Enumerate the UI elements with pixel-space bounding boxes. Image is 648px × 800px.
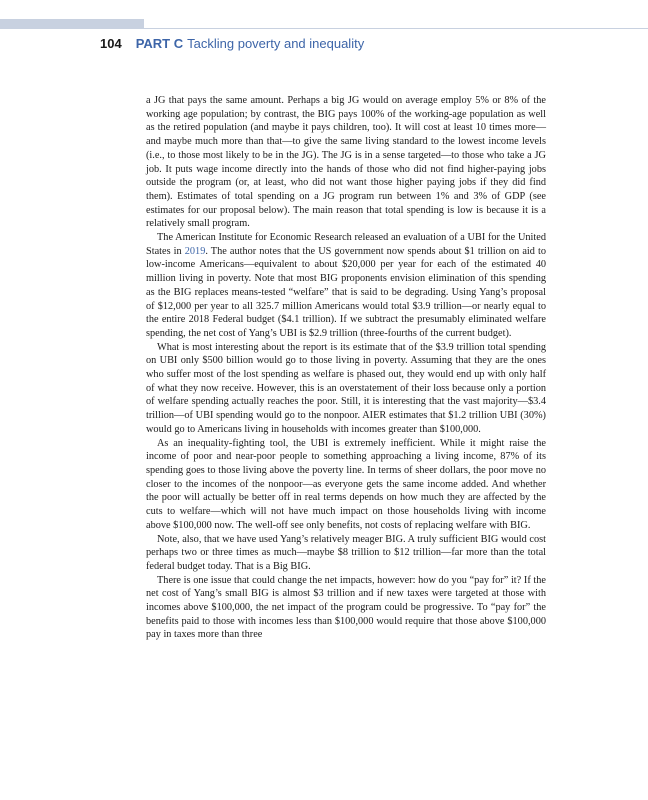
paragraph-5: Note, also, that we have used Yang’s relatively meager BIG. A truly sufficient BIG would cost perhaps two or three times as much—maybe $8 trillion to $12 trillion—far more than the total federal budget today. That is a Big BIG. bbox=[146, 533, 546, 572]
paragraph-2 bbox=[146, 231, 546, 341]
paragraph-3: What is most interesting about the report is its estimate that of the $3.9 trillion total spending on UBI only $500 billion would go to those living in poverty. Assuming that they are the ones who suffer most of the lost spending as welfare is phased out, they would end up with only half of what they now receive. However, this is an overstatement of their loss because only a portion of welfare spending actually reaches the poor. Still, it is interesting that the vast majority—$3.4 trillion—of UBI spending would go to the nonpoor. AIER estimates that $1.2 trillion UBI (30%) would go to Americans living in households with incomes greater than $100,000. bbox=[146, 341, 546, 435]
paragraph-2-start: The American Institute for Economic Research released an evaluation of a UBI for the United States in bbox=[146, 232, 546, 257]
body-text bbox=[146, 94, 546, 642]
header-accent-bar bbox=[0, 19, 144, 28]
page-number: 104 bbox=[100, 36, 122, 51]
part-label: PART C bbox=[135, 36, 184, 51]
header-rule bbox=[0, 28, 648, 29]
paragraph-6: There is one issue that could change the net impacts, however: how do you “pay for” it? If the net cost of Yang’s small BIG is almost $3 trillion and if new taxes were targeted at those with incomes above $100,000, the net impact of the program could be progressive. To “pay for” the benefits paid to those with incomes less than $100,000 would require that those above $100,000 pay in taxes more than three bbox=[146, 574, 546, 641]
paragraph-1: a JG that pays the same amount. Perhaps a big JG would on average employ 5% or 8% of the working age population; by contrast, the BIG pays 100% of the working-age population as well as the retired population (and maybe it pays children, too). It will cost at least 10 times more—and maybe much more than that—to give the same living standard to the lowest income levels (i.e., to those most likely to be in the JG). The JG is in a sense targeted—to those who take a JG job. It puts wage income directly into the hands of those who did not find higher-paying jobs outside the program (or, at least, who did not want those higher paying jobs if they did find them). Estimates of total spending on a JG program run between 1% and 3% of GDP (see estimates for our proposal below). The main reason that total spending is low is because it is a relatively small program. bbox=[146, 95, 546, 230]
paragraph-4: As an inequality-fighting tool, the UBI is extremely inefficient. While it might raise the income of poor and near-poor people to something approaching a living income, 87% of its spending goes to those living above the poverty line. In terms of sheer dollars, the poor move no closer to the incomes of the nonpoor—as everyone gets the same income added. And whether the poor will actually be better off in real terms depends on how much they are affected by the cuts to welfare—which will not have much impact on those households living with income above $100,000 now. The well-off see only benefits, not costs of replacing welfare with BIG. bbox=[146, 437, 546, 531]
paragraph-2-end: . The author notes that the US government now spends about $1 trillion on aid to low-income Americans—equivalent to about $20,000 per year for each of the estimated 40 million living in poverty. Note that most BIG proponents envision elimination of this spending as the BIG replaces means-tested “welfare” that is said to be degrading. Using Yang’s proposal of $12,000 per year to all 325.7 million Americans would total $3.9 trillion—or nearly equal to the entire 2018 Federal budget ($4.1 trillion). If we subtract the presumably eliminated welfare spending, the net cost of Yang’s UBI is $2.9 trillion (three-fourths of the current budget). bbox=[146, 245, 546, 339]
part-title: Tackling poverty and inequality bbox=[187, 36, 365, 51]
citation-link-2019[interactable]: 2019 bbox=[184, 245, 206, 257]
running-head bbox=[100, 36, 364, 52]
